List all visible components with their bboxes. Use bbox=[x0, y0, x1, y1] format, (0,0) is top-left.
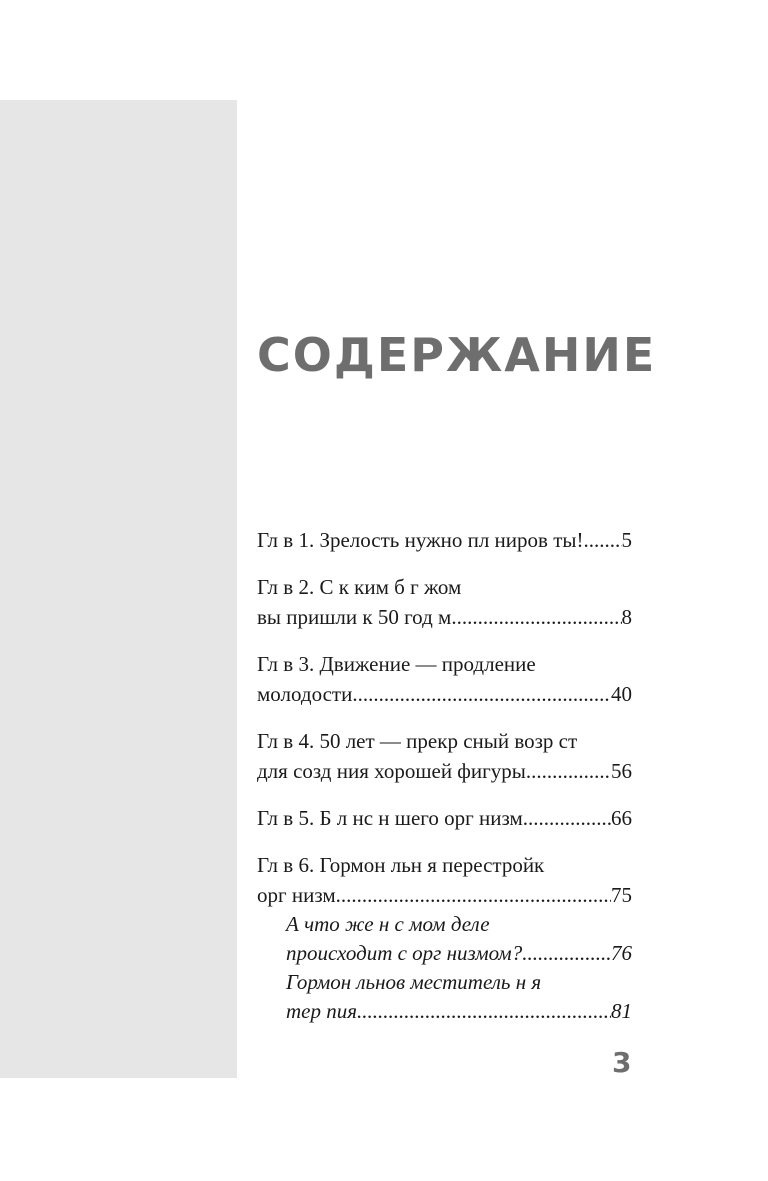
toc-subentry-title-cont: происходит с орг низмом? bbox=[286, 941, 523, 965]
toc-entry-title-cont: вы пришли к 50 год м bbox=[257, 605, 452, 629]
toc-entry-title: Гл в 1. Зрелость нужно пл ниров ты! bbox=[257, 528, 584, 552]
dot-leader bbox=[451, 602, 621, 632]
dot-leader bbox=[352, 679, 611, 709]
toc-subsections bbox=[286, 910, 632, 1026]
toc-entry-title-cont: для созд ния хорошей фигуры bbox=[257, 759, 526, 783]
toc-entry-title: Гл в 5. Б л нс н шего орг низм bbox=[257, 806, 523, 830]
toc-subentry-title-cont: тер пия bbox=[286, 999, 357, 1023]
toc-entry-title: Гл в 2. С к ким б г жом bbox=[257, 575, 462, 599]
toc-entry-page: 75 bbox=[611, 883, 632, 907]
toc-line bbox=[257, 803, 632, 833]
toc-subentry-page: 81 bbox=[611, 999, 632, 1023]
dot-leader bbox=[336, 880, 611, 910]
toc-entry-title: Гл в 3. Движение — продление bbox=[257, 652, 536, 676]
toc-entry-chapter-1[interactable] bbox=[257, 525, 632, 555]
toc-entry-page: 40 bbox=[611, 682, 632, 706]
dot-leader bbox=[357, 997, 611, 1026]
toc-line bbox=[286, 968, 632, 997]
toc-subentry-1[interactable] bbox=[286, 910, 632, 968]
toc-entry-page: 56 bbox=[611, 759, 632, 783]
toc-line bbox=[257, 649, 632, 679]
toc-entry-chapter-5[interactable] bbox=[257, 803, 632, 833]
toc-entry-page: 5 bbox=[621, 528, 632, 552]
toc-entry-title: Гл в 6. Гормон льн я перестройк bbox=[257, 853, 545, 877]
toc-line bbox=[286, 997, 632, 1026]
toc-entry-chapter-3[interactable] bbox=[257, 649, 632, 709]
toc-entry-chapter-6[interactable] bbox=[257, 850, 632, 910]
toc-line bbox=[286, 910, 632, 939]
table-of-contents bbox=[257, 525, 632, 1026]
toc-line bbox=[257, 679, 632, 709]
dot-leader bbox=[523, 803, 611, 833]
dot-leader bbox=[583, 525, 621, 555]
toc-line bbox=[257, 880, 632, 910]
toc-entry-title-cont: молодости bbox=[257, 682, 353, 706]
toc-subentry-page: 76 bbox=[611, 941, 632, 965]
toc-entry-page: 8 bbox=[621, 605, 632, 629]
toc-entry-page: 66 bbox=[611, 806, 632, 830]
toc-line bbox=[257, 756, 632, 786]
toc-subentry-title: А что же н с мом деле bbox=[286, 912, 490, 936]
page-number: 3 bbox=[612, 1046, 632, 1079]
dot-leader bbox=[522, 939, 611, 968]
toc-subentry-2[interactable] bbox=[286, 968, 632, 1026]
page-title: СОДЕРЖАНИЕ bbox=[257, 328, 657, 382]
toc-line bbox=[286, 939, 632, 968]
gray-margin-panel bbox=[0, 100, 237, 1078]
toc-entry-chapter-2[interactable] bbox=[257, 572, 632, 632]
dot-leader bbox=[526, 756, 611, 786]
toc-entry-title-cont: орг низм bbox=[257, 883, 336, 907]
toc-line bbox=[257, 850, 632, 880]
toc-line bbox=[257, 525, 632, 555]
toc-line bbox=[257, 572, 632, 602]
toc-entry-title: Гл в 4. 50 лет — прекр сный возр ст bbox=[257, 729, 578, 753]
toc-subentry-title: Гормон льнов меститель н я bbox=[286, 970, 542, 994]
toc-entry-chapter-4[interactable] bbox=[257, 726, 632, 786]
toc-line bbox=[257, 602, 632, 632]
toc-line bbox=[257, 726, 632, 756]
